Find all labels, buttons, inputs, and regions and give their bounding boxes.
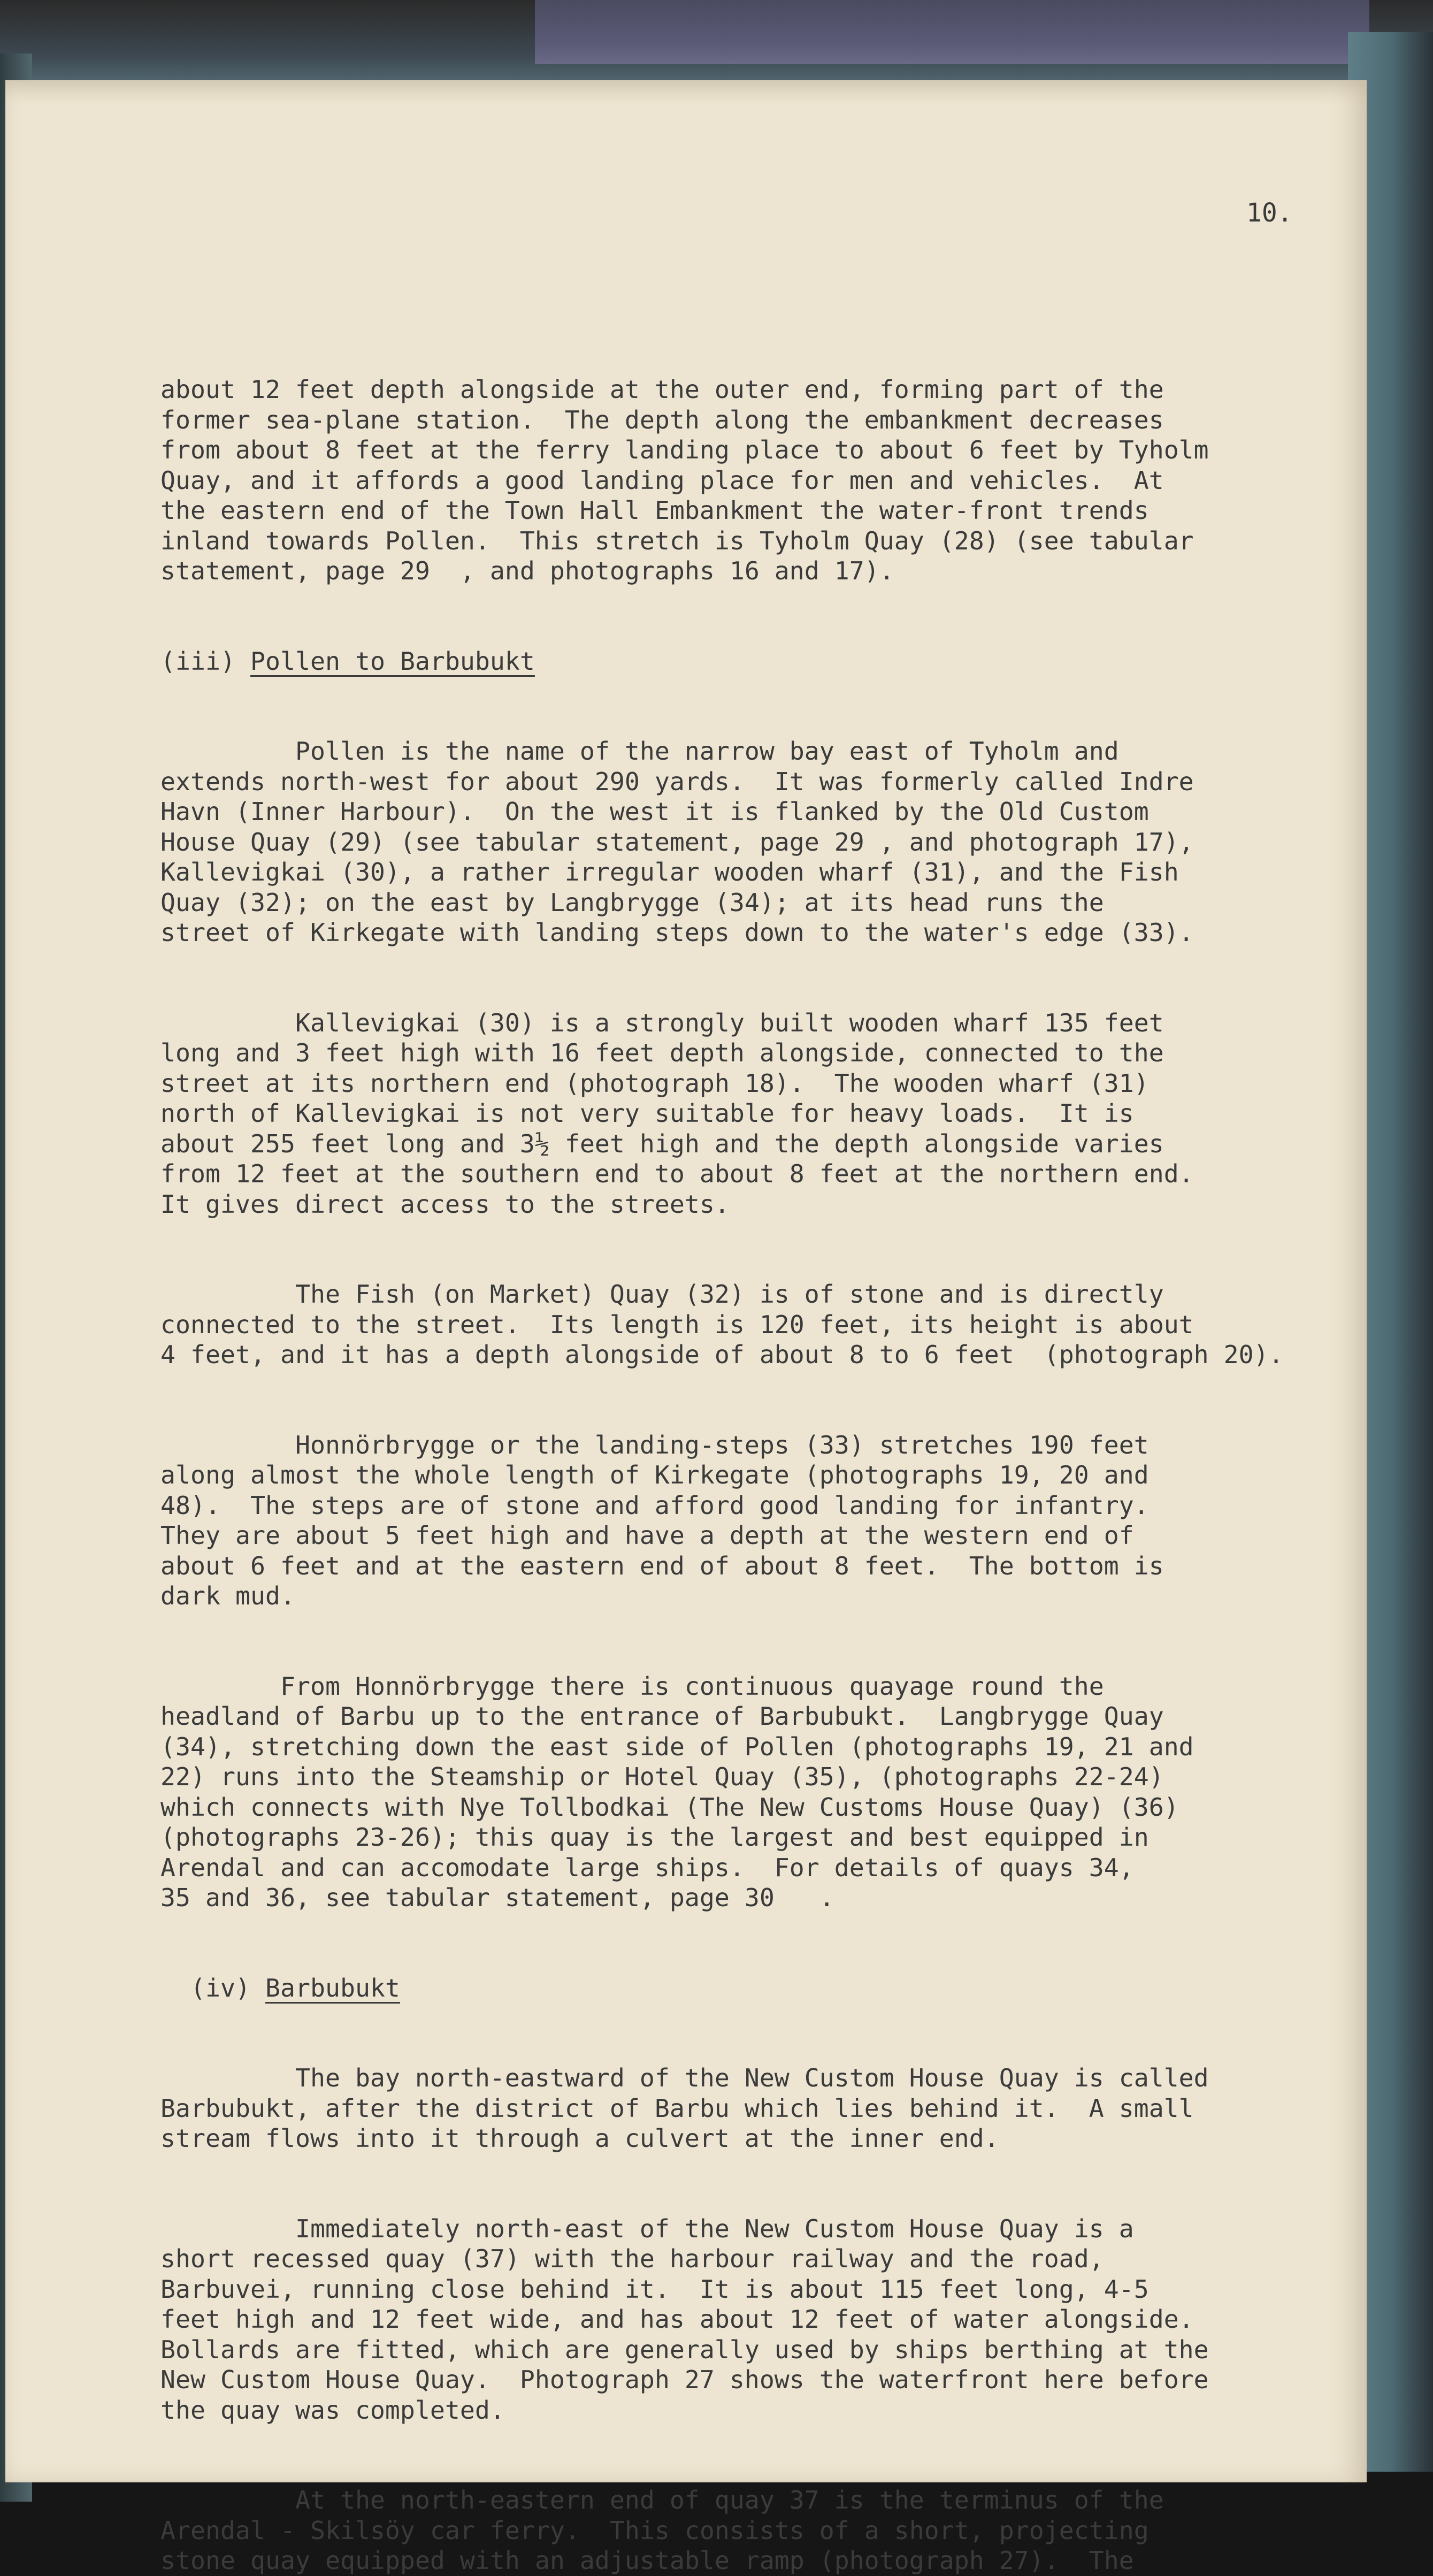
paragraph-gap	[160, 1611, 1294, 1671]
text-line: short recessed quay (37) with the harbour railway and the road,	[160, 2244, 1104, 2273]
paragraph-gap	[160, 2425, 1294, 2485]
paragraph	[160, 2063, 1294, 2154]
text-line: House Quay (29) (see tabular statement, page 29 , and photograph 17),	[160, 827, 1194, 857]
text-line: (34), stretching down the east side of Pollen (photographs 19, 21 and	[160, 1732, 1194, 1761]
text-line: former sea-plane station. The depth along the embankment decreases	[160, 405, 1164, 434]
text-line: The bay north-eastward of the New Custom House Quay is called	[160, 2063, 1209, 2092]
text-line: which connects with Nye Tollbodkai (The New Customs House Quay) (36)	[160, 1792, 1179, 1822]
paragraph-gap	[160, 676, 1294, 736]
text-line: Bollards are fitted, which are generally used by ships berthing at the	[160, 2335, 1209, 2364]
paragraph	[160, 2214, 1294, 2426]
paragraph	[160, 374, 1294, 586]
text-line: long and 3 feet high with 16 feet depth alongside, connected to the	[160, 1038, 1164, 1067]
text-line: Barbuvei, running close behind it. It is about 115 feet long, 4-5	[160, 2274, 1149, 2304]
text-line: Havn (Inner Harbour). On the west it is flanked by the Old Custom	[160, 797, 1149, 826]
paragraph-gap	[160, 948, 1294, 1008]
paragraph-gap	[160, 1913, 1294, 1973]
text-line: They are about 5 feet high and have a depth at the western end of	[160, 1521, 1134, 1550]
text-line: connected to the street. Its length is 120 feet, its height is about	[160, 1310, 1194, 1339]
text-line: inland towards Pollen. This stretch is Tyholm Quay (28) (see tabular	[160, 526, 1194, 555]
text-line: about 6 feet and at the eastern end of about 8 feet. The bottom is	[160, 1551, 1164, 1580]
paragraph-gap	[160, 1370, 1294, 1430]
text-line: street of Kirkegate with landing steps down to the water's edge (33).	[160, 918, 1194, 947]
paragraph-gap	[160, 1219, 1294, 1279]
section-heading	[160, 1973, 1294, 2004]
text-line: extends north-west for about 290 yards. It was formerly called Indre	[160, 767, 1194, 796]
text-line: stone quay equipped with an adjustable ramp (photograph 27). The	[160, 2546, 1134, 2575]
section-number: (iii)	[160, 646, 250, 676]
text-line: north of Kallevigkai is not very suitable for heavy loads. It is	[160, 1099, 1134, 1128]
text-line: Quay (32); on the east by Langbrygge (34); at its head runs the	[160, 888, 1104, 917]
text-line: statement, page 29 , and photographs 16 and 17).	[160, 556, 894, 585]
text-line: the quay was completed.	[160, 2395, 505, 2425]
text-line: Barbubukt, after the district of Barbu which lies behind it. A small	[160, 2093, 1194, 2123]
text-line: about 12 feet depth alongside at the outer end, forming part of the	[160, 375, 1164, 404]
text-line: 35 and 36, see tabular statement, page 30 .	[160, 1883, 834, 1912]
text-line: along almost the whole length of Kirkegate (photographs 19, 20 and	[160, 1461, 1149, 1489]
document-body	[160, 374, 1294, 2576]
text-line: The Fish (on Market) Quay (32) is of stone and is directly	[160, 1280, 1164, 1309]
text-line: from 12 feet at the southern end to about 8 feet at the northern end.	[160, 1159, 1194, 1188]
paragraph	[160, 1008, 1294, 1220]
text-line: headland of Barbu up to the entrance of Barbubukt. Langbrygge Quay	[160, 1702, 1164, 1731]
text-line: Kallevigkai (30), a rather irregular wooden wharf (31), and the Fish	[160, 858, 1179, 886]
text-line: Immediately north-east of the New Custom House Quay is a	[160, 2214, 1134, 2243]
text-line: 22) runs into the Steamship or Hotel Quay (35), (photographs 22-24)	[160, 1762, 1164, 1791]
section-heading	[160, 646, 1294, 677]
text-line: feet high and 12 feet wide, and has about 12 feet of water alongside.	[160, 2305, 1194, 2334]
text-line: Quay, and it affords a good landing place for men and vehicles. At	[160, 465, 1164, 495]
text-line: New Custom House Quay. Photograph 27 shows the waterfront here before	[160, 2365, 1209, 2394]
paragraph-gap	[160, 586, 1294, 646]
page-number: 10.	[1246, 198, 1293, 228]
paragraph-gap	[160, 2154, 1294, 2214]
text-line: (photographs 23-26); this quay is the largest and best equipped in	[160, 1823, 1149, 1852]
text-line: Kallevigkai (30) is a strongly built wooden wharf 135 feet	[160, 1008, 1164, 1037]
paragraph	[160, 2485, 1294, 2576]
paragraph	[160, 1671, 1294, 1913]
text-line: Honnörbrygge or the landing-steps (33) stretches 190 feet	[160, 1430, 1149, 1459]
text-line: street at its northern end (photograph 18). The wooden wharf (31)	[160, 1068, 1149, 1098]
section-number: (iv)	[160, 1973, 265, 2002]
text-line: 4 feet, and it has a depth alongside of about 8 to 6 feet (photograph 20).	[160, 1340, 1284, 1369]
section-title: Barbubukt	[265, 1973, 400, 2002]
text-line: From Honnörbrygge there is continuous quayage round the	[160, 1671, 1104, 1701]
text-line: Arendal and can accomodate large ships. For details of quays 34,	[160, 1853, 1134, 1882]
book-spine-cloth	[535, 0, 1369, 64]
text-line: from about 8 feet at the ferry landing place to about 6 feet by Tyholm	[160, 435, 1209, 464]
paragraph	[160, 1279, 1294, 1370]
text-line: Arendal - Skilsöy car ferry. This consists of a short, projecting	[160, 2516, 1149, 2545]
text-line: It gives direct access to the streets.	[160, 1189, 730, 1219]
paragraph-gap	[160, 2003, 1294, 2063]
text-line: At the north-eastern end of quay 37 is the terminus of the	[160, 2486, 1164, 2514]
text-line: 48). The steps are of stone and afford good landing for infantry.	[160, 1490, 1149, 1520]
paragraph	[160, 736, 1294, 948]
section-title: Pollen to Barbubukt	[250, 646, 535, 676]
text-line: about 255 feet long and 3½ feet high and the depth alongside varies	[160, 1129, 1164, 1158]
text-line: the eastern end of the Town Hall Embankment the water-front trends	[160, 496, 1149, 525]
paragraph	[160, 1430, 1294, 1611]
text-line: Pollen is the name of the narrow bay east of Tyholm and	[160, 737, 1119, 766]
text-line: dark mud.	[160, 1581, 295, 1610]
text-line: stream flows into it through a culvert at the inner end.	[160, 2124, 999, 2153]
